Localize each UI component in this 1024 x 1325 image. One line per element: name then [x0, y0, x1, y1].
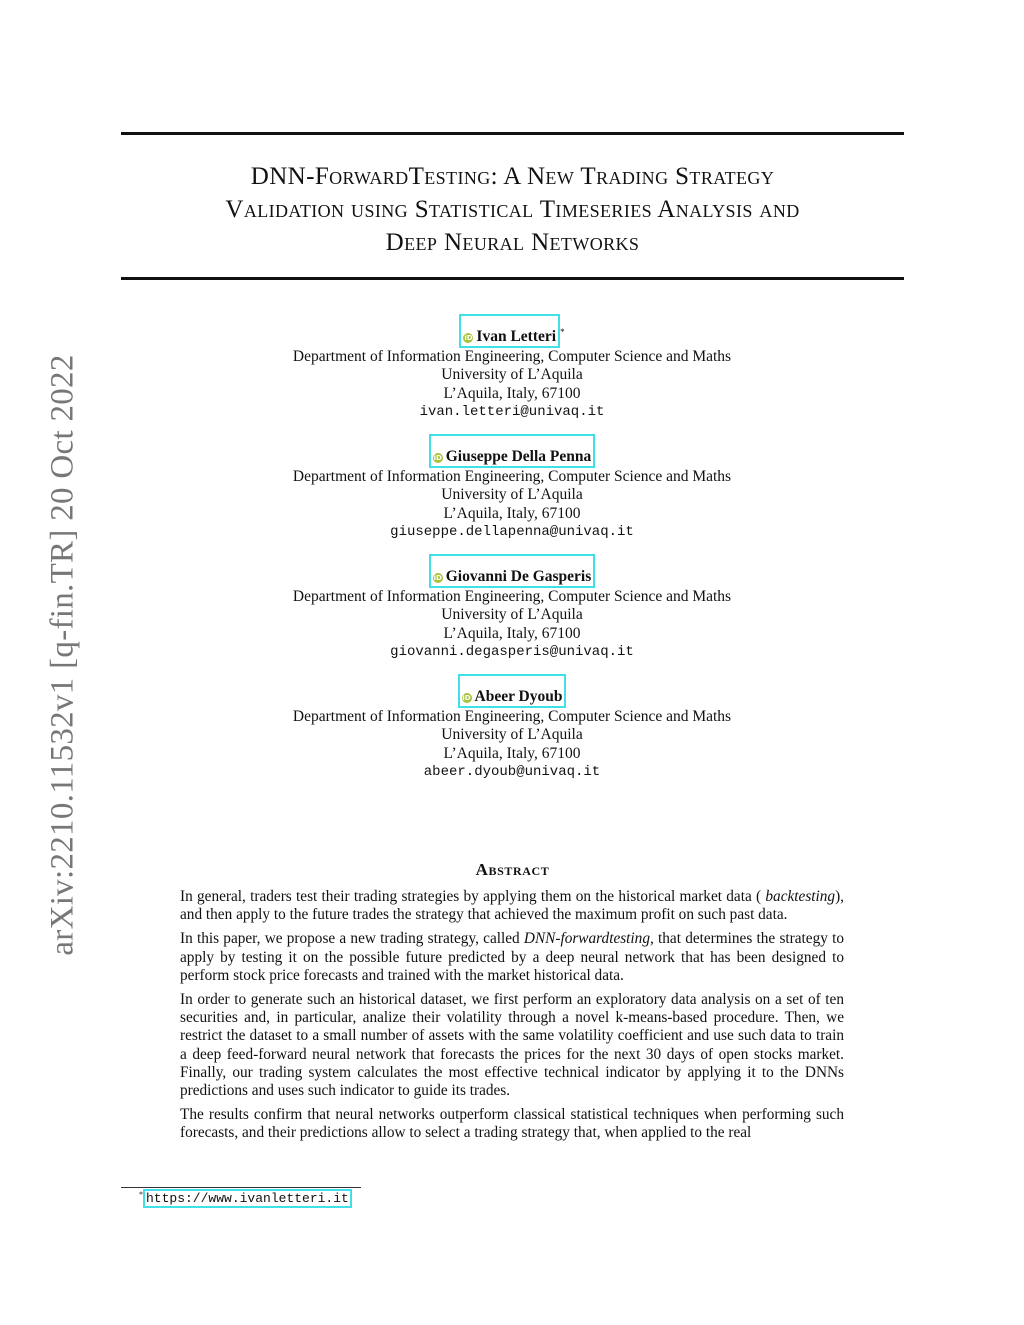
author-affiliation: Department of Information Engineering, Computer Science and Maths	[292, 588, 732, 606]
author-address: L’Aquila, Italy, 67100	[443, 504, 581, 522]
author-address: L’Aquila, Italy, 67100	[443, 384, 581, 402]
arxiv-identifier: arXiv:2210.11532v1 [q-fin.TR] 20 Oct 2022	[44, 354, 81, 956]
author-university: University of L’Aquila	[441, 606, 583, 624]
author-block	[180, 314, 844, 421]
author-university: University of L’Aquila	[441, 486, 583, 504]
title-bottom-rule	[121, 277, 904, 280]
author-name: Giuseppe Della Penna	[445, 448, 592, 465]
author-affiliation: Department of Information Engineering, Computer Science and Maths	[292, 348, 732, 366]
author-email: ivan.letteri@univaq.it	[419, 403, 605, 420]
abstract-emphasis: backtesting	[765, 888, 836, 905]
author-email: abeer.dyoub@univaq.it	[423, 763, 601, 780]
title-top-rule	[121, 132, 904, 135]
author-name: Ivan Letteri	[476, 328, 557, 345]
author-orcid-link[interactable]	[429, 554, 596, 588]
author-name: Giovanni De Gasperis	[445, 568, 592, 585]
title-line-1: DNN-ForwardTesting: A New Trading Strategy	[250, 163, 775, 190]
abstract-text: In this paper, we propose a new trading strategy, called	[180, 930, 524, 948]
abstract-body	[180, 888, 844, 1149]
orcid-icon: iD	[462, 694, 471, 702]
author-email: giuseppe.dellapenna@univaq.it	[390, 523, 634, 540]
author-block	[180, 434, 844, 541]
author-university: University of L’Aquila	[441, 366, 583, 384]
author-affiliation: Department of Information Engineering, Computer Science and Maths	[292, 708, 732, 726]
abstract-text: ), and then apply to the future trades the strategy that achieved the maximum profit on such past data.	[180, 888, 844, 924]
orcid-icon: iD	[464, 334, 473, 342]
paper-title	[121, 160, 904, 259]
author-address: L’Aquila, Italy, 67100	[443, 744, 581, 762]
title-line-3: Deep Neural Networks	[385, 229, 640, 256]
footnote	[139, 1190, 352, 1206]
abstract-paragraph: In order to generate such an historical dataset, we first perform an exploratory data analysis on a set of ten securities and, in particular, analize their volatility through a novel k-means-based procedure. Then, we restrict the dataset to a small number of assets with the same volatility coefficient and use such data to train a deep feed-forward neural network that forecasts the prices for the next 30 days of open stocks market. Finally, our trading system calculates the most effective technical indicator by applying it to the DNNs predictions and uses such indicator to guide its trades.	[180, 991, 844, 1100]
author-orcid-link[interactable]	[429, 434, 596, 468]
author-university: University of L’Aquila	[441, 726, 583, 744]
author-name: Abeer Dyoub	[474, 688, 563, 705]
footnote-marker: *	[139, 1190, 143, 1199]
author-orcid-link[interactable]	[458, 674, 567, 708]
abstract-paragraph	[180, 930, 844, 985]
abstract-heading: Abstract	[475, 860, 550, 879]
author-block	[180, 674, 844, 781]
footnote-marker: *	[560, 326, 565, 337]
author-block	[180, 554, 844, 661]
author-address: L’Aquila, Italy, 67100	[443, 624, 581, 642]
author-email: giovanni.degasperis@univaq.it	[390, 643, 634, 660]
orcid-icon: iD	[433, 454, 442, 462]
orcid-icon: iD	[433, 574, 442, 582]
abstract-paragraph	[180, 888, 844, 924]
abstract-paragraph: The results confirm that neural networks outperform classical statistical techniques when performing such forecasts, and their predictions allow to select a trading strategy that, when applied to the real	[180, 1106, 844, 1142]
abstract-text: In general, traders test their trading strategies by applying them on the historical market data (	[180, 888, 766, 905]
author-orcid-link[interactable]	[459, 314, 560, 348]
abstract-text: , that determines the strategy to apply by testing it on the possible future predicted by a deep neural network that has been designed to perform stock price forecasts and trained with the market historical data.	[180, 930, 844, 984]
abstract-emphasis: DNN-forwardtesting	[523, 930, 650, 948]
author-affiliation: Department of Information Engineering, Computer Science and Maths	[292, 468, 732, 486]
title-line-2: Validation using Statistical Timeseries Analysis and	[225, 196, 800, 223]
footnote-url-link[interactable]: https://www.ivanletteri.it	[143, 1189, 352, 1208]
footnote-rule	[121, 1187, 361, 1188]
